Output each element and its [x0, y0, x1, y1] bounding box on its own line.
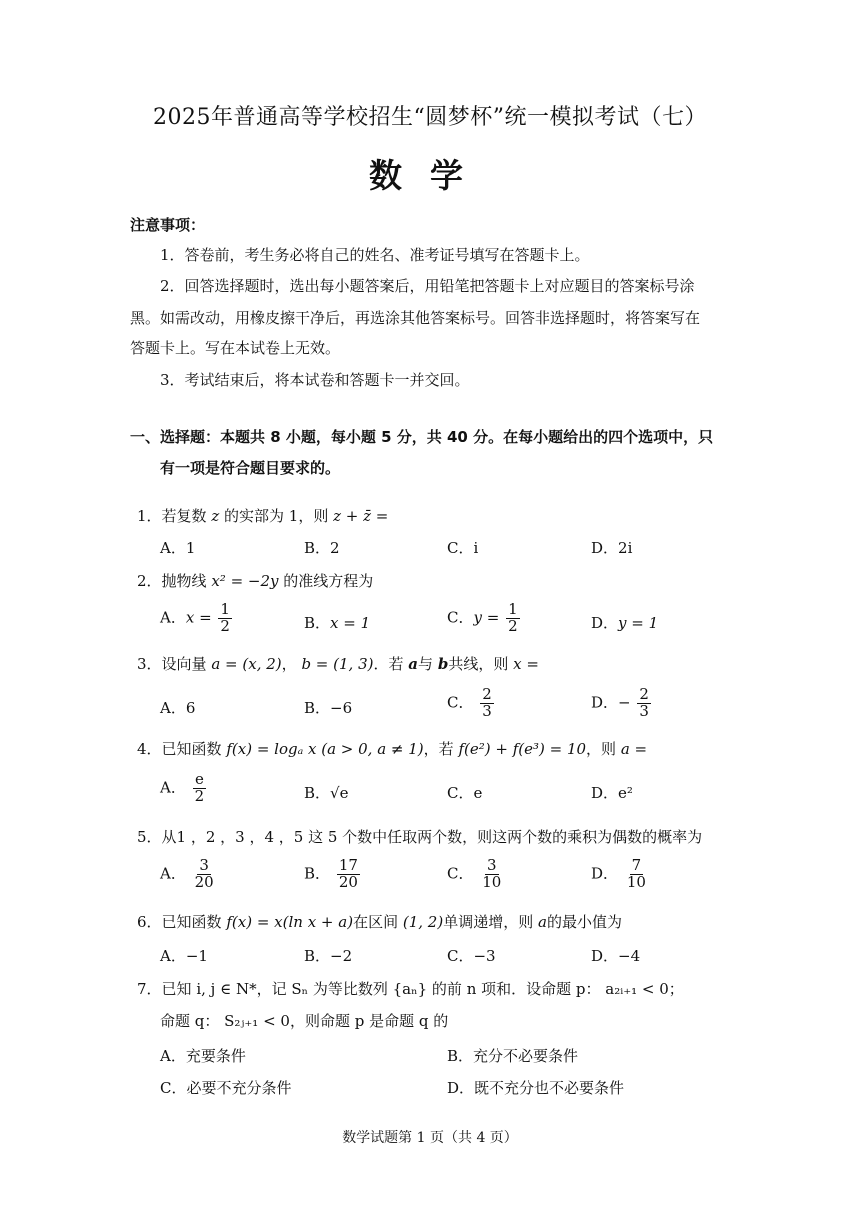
q1-option-d: D．2i	[591, 539, 633, 557]
page-footer: 数学试题第 1 页（共 4 页）	[342, 1130, 518, 1146]
question-6: 6．已知函数 f(x) = x(ln x + a)在区间 (1, 2)单调递增，则 a的最小值为	[137, 913, 622, 931]
question-2: 2．抛物线 x² = −2y 的准线方程为	[137, 572, 374, 590]
q2-option-a: A．x = $\frac{1}{2}$	[160, 600, 230, 635]
q4-option-b: B．√e	[304, 784, 349, 802]
q3-option-a: A．6	[160, 699, 196, 717]
notice-heading: 注意事项：	[130, 216, 206, 234]
q4-option-d: D．e²	[591, 784, 633, 802]
q1-option-b: B．2	[304, 539, 340, 557]
q2-option-b: B．x = 1	[304, 614, 371, 632]
notice-item-2-line-2: 黑。如需改动，用橡皮擦干净后，再选涂其他答案标号。回答非选择题时，将答案写在	[130, 309, 701, 327]
question-5: 5．从1 ，2 ，3 ，4 ，5 这 5 个数中任取两个数，则这两个数的乘积为偶数的概率为	[137, 828, 703, 846]
question-7: 7．已知 i, j ∈ N*，记 Sₙ 为等比数列 {aₙ} 的前 n 项和．设命题 p： a₂ᵢ₊₁ < 0；	[137, 980, 684, 998]
notice-item-2-line-1: 2．回答选择题时，选出每小题答案后，用铅笔把答题卡上对应题目的答案标号涂	[160, 277, 695, 295]
q3-option-c: C． $\frac{2}{3}$	[447, 685, 492, 720]
q5-option-a: A． $\frac{3}{20}$	[160, 856, 214, 891]
q6-option-b: B．−2	[304, 947, 353, 965]
q5-option-c: C． $\frac{3}{10}$	[447, 856, 502, 891]
question-3: 3．设向量 a = (x, 2)， b = (1, 3)．若 a与 b共线，则 x =	[137, 655, 539, 673]
q1-option-a: A．1	[160, 539, 196, 557]
q3-option-b: B．−6	[304, 699, 353, 717]
q7-option-a: A．充要条件	[160, 1047, 246, 1065]
q4-option-c: C．e	[447, 784, 483, 802]
q5-option-d: D． $\frac{7}{10}$	[591, 856, 646, 891]
q4-option-a: A． $\frac{e}{2}$	[160, 770, 205, 805]
q6-option-a: A．−1	[160, 947, 208, 965]
q7-option-d: D．既不充分也不必要条件	[447, 1079, 625, 1097]
subject-title: 数学	[369, 156, 491, 195]
q2-option-d: D．y = 1	[591, 614, 659, 632]
q6-option-d: D．−4	[591, 947, 641, 965]
notice-item-2-line-3: 答题卡上。写在本试卷上无效。	[130, 339, 341, 357]
q6-option-c: C．−3	[447, 947, 496, 965]
question-4: 4．已知函数 f(x) = logₐ x (a > 0, a ≠ 1)，若 f(e²) + f(e³) = 10，则 a =	[137, 740, 648, 758]
q7-option-b: B．充分不必要条件	[447, 1047, 579, 1065]
section-1-heading: 一、选择题：本题共 8 小题，每小题 5 分，共 40 分。在每小题给出的四个选项中，只	[130, 428, 714, 446]
q3-option-d: D．− $\frac{2}{3}$	[591, 685, 649, 720]
section-1-heading-line-2: 有一项是符合题目要求的。	[160, 459, 341, 477]
q7-option-c: C．必要不充分条件	[160, 1079, 292, 1097]
exam-title: 2025年普通高等学校招生“圆梦杯”统一模拟考试（七）	[153, 105, 707, 130]
q2-option-c: C．y = $\frac{1}{2}$	[447, 600, 518, 635]
question-1: 1．若复数 z 的实部为 1，则 z + z̄ =	[137, 507, 389, 525]
notice-item-1: 1．答卷前，考生务必将自己的姓名、准考证号填写在答题卡上。	[160, 246, 590, 264]
q1-option-c: C．i	[447, 539, 479, 557]
question-7-line-2: 命题 q： S₂ⱼ₊₁ < 0，则命题 p 是命题 q 的	[160, 1012, 449, 1030]
notice-item-3: 3．考试结束后，将本试卷和答题卡一并交回。	[160, 371, 470, 389]
q5-option-b: B． $\frac{17}{20}$	[304, 856, 358, 891]
